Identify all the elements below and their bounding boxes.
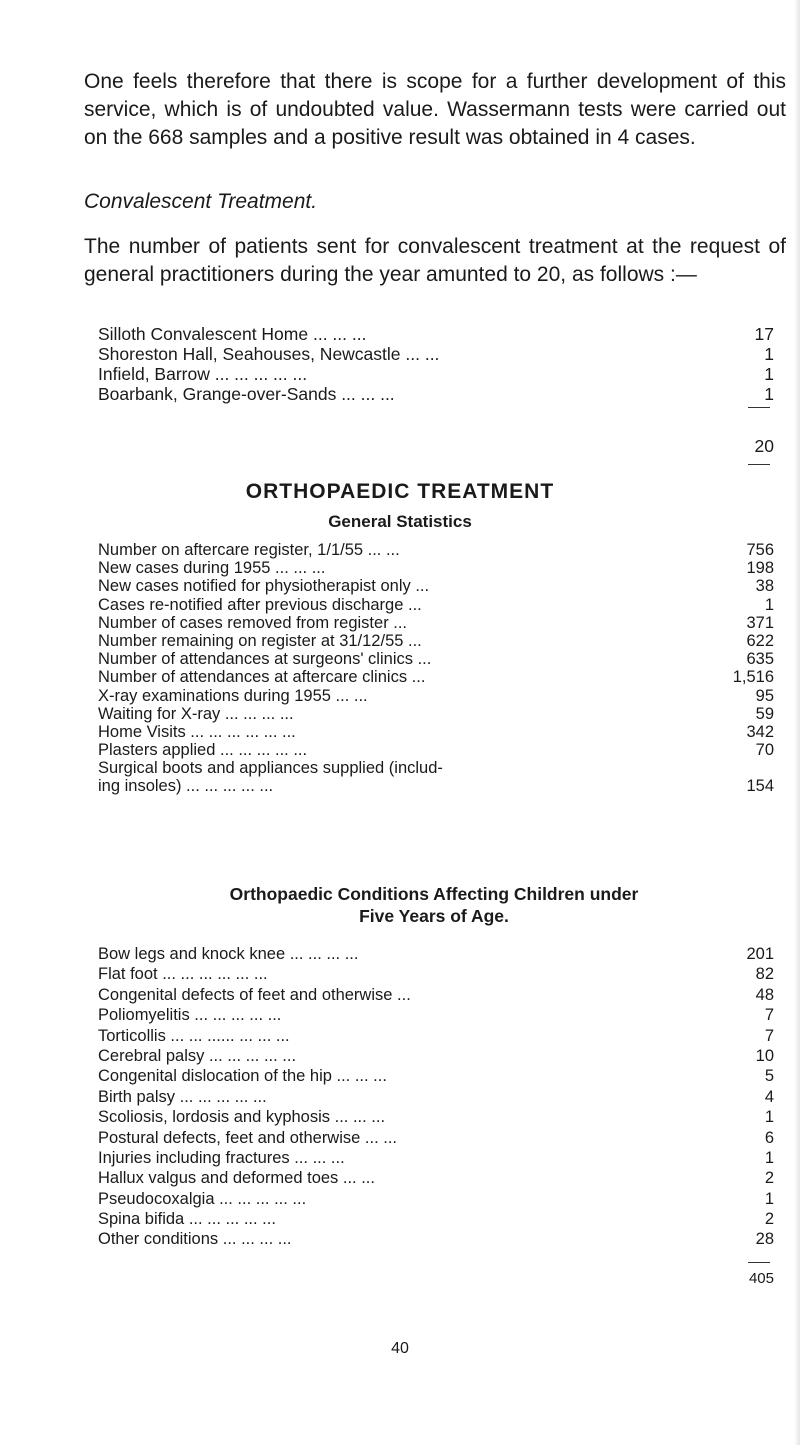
conditions-list — [84, 945, 774, 1251]
list-item — [84, 541, 774, 559]
list-item — [84, 1088, 774, 1108]
item-value: 4 — [764, 1087, 774, 1106]
item-label: Other conditions ... ... ... ... — [98, 1230, 292, 1249]
conditions-total: 405 — [748, 1270, 774, 1287]
item-label: Hallux valgus and deformed toes ... ... — [98, 1169, 375, 1188]
item-label: Cerebral palsy ... ... ... ... ... — [98, 1046, 297, 1065]
conditions-heading-line1: Orthopaedic Conditions Affecting Children under — [229, 884, 639, 904]
list-item — [84, 1006, 774, 1026]
item-value: 82 — [755, 965, 774, 984]
item-label: Flat foot ... ... ... ... ... ... — [98, 965, 268, 984]
item-value: 95 — [755, 686, 774, 705]
item-label: Number of attendances at surgeons' clinics ... — [98, 650, 432, 669]
item-label: Cases re-notified after previous discharge ... — [98, 595, 422, 614]
convalescent-list — [84, 324, 774, 404]
item-label: Boarbank, Grange-over-Sands ... ... ... — [98, 384, 395, 404]
intro-paragraph: One feels therefore that there is scope for a further development of this service, which is of undoubted value. Wassermann tests were carried out on the 668 samples and a positive result was obtained in 4 cases. — [84, 70, 786, 149]
general-statistics-heading: General Statistics — [328, 512, 472, 531]
orthopaedic-heading: ORTHOPAEDIC TREATMENT — [245, 480, 555, 503]
item-value: 28 — [755, 1230, 774, 1249]
item-value: 622 — [746, 631, 774, 650]
list-item — [84, 559, 774, 577]
item-label: Number of cases removed from register ... — [98, 613, 408, 632]
item-label: Spina bifida ... ... ... ... ... — [98, 1210, 276, 1229]
list-item — [84, 344, 774, 364]
sum-rule — [748, 407, 770, 408]
item-label: Pseudocoxalgia ... ... ... ... ... — [98, 1189, 307, 1208]
item-value: 756 — [746, 541, 774, 559]
list-item — [84, 384, 774, 404]
conditions-heading — [84, 883, 784, 927]
list-item — [84, 577, 774, 595]
item-label: Birth palsy ... ... ... ... ... — [98, 1087, 267, 1106]
list-item — [84, 1067, 774, 1087]
list-item — [84, 1108, 774, 1128]
item-value: 154 — [746, 777, 774, 796]
item-label: Postural defects, feet and otherwise ... ... — [98, 1128, 397, 1147]
list-item — [84, 324, 774, 344]
item-value: 201 — [746, 945, 774, 963]
list-item — [84, 1230, 774, 1250]
item-label: Waiting for X-ray ... ... ... ... — [98, 704, 294, 723]
list-item — [84, 596, 774, 614]
item-value: 1 — [764, 595, 774, 614]
list-item — [84, 1169, 774, 1189]
item-value: 48 — [755, 985, 774, 1004]
item-value: 1 — [764, 1189, 774, 1208]
page-edge-shadow — [794, 0, 800, 1445]
list-item — [84, 759, 774, 777]
list-item — [84, 705, 774, 723]
sum-rule — [748, 1262, 770, 1263]
item-value: 1,516 — [732, 668, 774, 687]
item-label: Congenital defects of feet and otherwise ... — [98, 985, 411, 1004]
item-value: 198 — [746, 559, 774, 578]
conditions-heading-line2: Five Years of Age. — [359, 906, 509, 926]
list-item — [84, 1027, 774, 1047]
item-label: Injuries including fractures ... ... ... — [98, 1148, 345, 1167]
item-value: 1 — [764, 364, 774, 384]
item-value: 5 — [764, 1067, 774, 1086]
item-label: Shoreston Hall, Seahouses, Newcastle ... ... — [98, 344, 440, 364]
list-item — [84, 650, 774, 668]
item-label: New cases during 1955 ... ... ... — [98, 559, 326, 578]
item-value: 2 — [764, 1169, 774, 1188]
list-item — [84, 614, 774, 632]
list-item — [84, 1047, 774, 1067]
item-value: 17 — [754, 324, 774, 344]
list-item — [84, 1190, 774, 1210]
item-label: Congenital dislocation of the hip ... ... ... — [98, 1067, 387, 1086]
item-value: 70 — [755, 741, 774, 760]
convalescent-total: 20 — [754, 436, 774, 456]
item-label: Home Visits ... ... ... ... ... ... — [98, 722, 296, 741]
list-item — [84, 986, 774, 1006]
list-item — [84, 1129, 774, 1149]
item-label: Number of attendances at aftercare clinics ... — [98, 668, 426, 687]
item-label: Plasters applied ... ... ... ... ... — [98, 741, 308, 760]
item-value: 1 — [764, 344, 774, 364]
item-value: 635 — [746, 650, 774, 669]
convalescent-paragraph: The number of patients sent for convalescent treatment at the request of general practitioners during the year amunted to 20, as follows :— — [84, 235, 786, 286]
item-label: Surgical boots and appliances supplied (includ- — [98, 759, 443, 778]
list-item — [84, 965, 774, 985]
item-label: ing insoles) ... ... ... ... ... — [98, 777, 274, 796]
list-item — [84, 945, 774, 965]
page-number: 40 — [391, 1340, 409, 1357]
item-value: 59 — [755, 704, 774, 723]
item-value: 342 — [746, 722, 774, 741]
item-value: 7 — [764, 1006, 774, 1025]
item-label: Poliomyelitis ... ... ... ... ... — [98, 1006, 282, 1025]
item-label: Bow legs and knock knee ... ... ... ... — [98, 945, 359, 963]
item-value: 1 — [764, 384, 774, 404]
list-item — [84, 1210, 774, 1230]
item-value: 371 — [746, 613, 774, 632]
list-item — [84, 668, 774, 686]
list-item — [84, 1149, 774, 1169]
item-value: 1 — [764, 1108, 774, 1127]
item-label: Number remaining on register at 31/12/55 ... — [98, 631, 422, 650]
item-label: Number on aftercare register, 1/1/55 ... ... — [98, 541, 400, 559]
item-label: New cases notified for physiotherapist only ... — [98, 577, 430, 596]
item-value: 6 — [764, 1128, 774, 1147]
statistics-list — [84, 541, 774, 796]
list-item — [84, 632, 774, 650]
item-label: Infield, Barrow ... ... ... ... ... — [98, 364, 308, 384]
item-label: Scoliosis, lordosis and kyphosis ... ... ... — [98, 1108, 386, 1127]
item-value: 10 — [755, 1046, 774, 1065]
total-rule — [748, 464, 770, 465]
item-value: 7 — [764, 1026, 774, 1045]
list-item — [84, 723, 774, 741]
item-value: 1 — [764, 1148, 774, 1167]
item-label: X-ray examinations during 1955 ... ... — [98, 686, 368, 705]
convalescent-heading: Convalescent Treatment. — [84, 190, 318, 213]
list-item — [84, 364, 774, 384]
list-item — [84, 687, 774, 705]
item-label: Torticollis ... ... ...... ... ... ... — [98, 1026, 290, 1045]
list-item — [84, 741, 774, 759]
list-item — [84, 777, 774, 795]
item-value: 38 — [755, 577, 774, 596]
item-value: 2 — [764, 1210, 774, 1229]
item-label: Silloth Convalescent Home ... ... ... — [98, 324, 367, 344]
